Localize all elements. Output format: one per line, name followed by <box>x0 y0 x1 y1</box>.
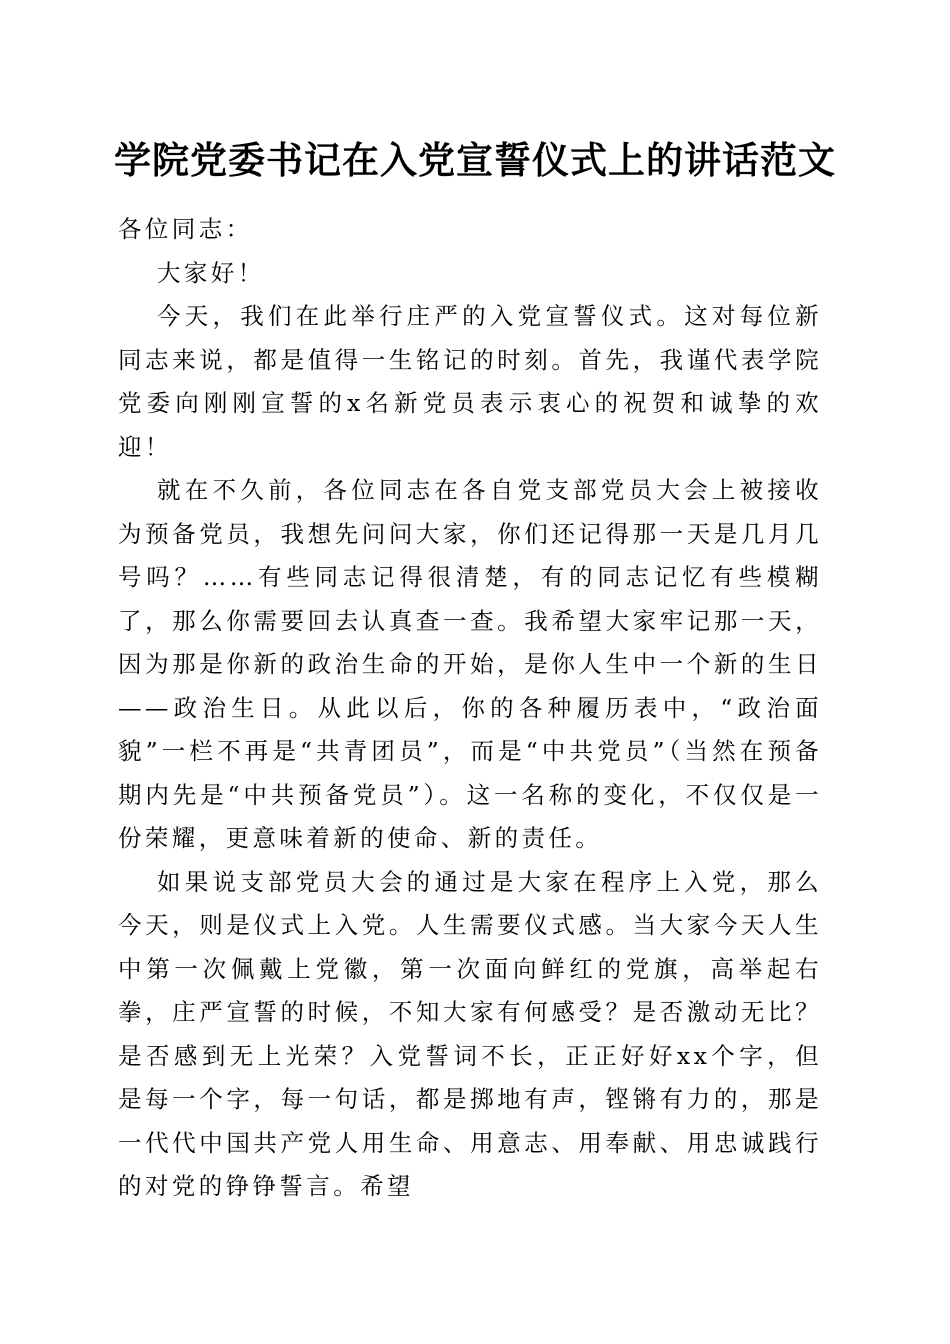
document-body <box>118 208 822 1209</box>
salutation: 各位同志： <box>118 215 253 243</box>
paragraph-ceremony: 如果说支部党员大会的通过是大家在程序上入党，那么今天，则是仪式上入党。人生需要仪式感。当大家今天人生中第一次佩戴上党徽，第一次面向鲜红的党旗，高举起右拳，庄严宣誓的时候，不知大家有何感受？是否激动无比？是否感到无上光荣？入党誓词不长，正正好好xx个字，但是每一个字，每一句话，都是掷地有声，铿锵有力的，那是一代代中国共产党人用生命、用意志、用奉献、用忠诚践行的对党的铮铮誓言。希望 <box>118 867 822 1200</box>
document-title: 学院党委书记在入党宣誓仪式上的讲话范文 <box>114 138 836 182</box>
paragraph-greeting: 大家好！ <box>157 258 265 287</box>
paragraph-political-birthday: 就在不久前，各位同志在各自党支部党员大会上被接收为预备党员，我想先问问大家，你们还记得那一天是几月几号吗？……有些同志记得很清楚，有的同志记忆有些模糊了，那么你需要回去认真查一查。我希望大家牢记那一天，因为那是你新的政治生命的开始，是你人生中一个新的生日——政治生日。从此以后，你的各种履历表中，“政治面貌”一栏不再是“共青团员”，而是“中共党员”（当然在预备期内先是“中共预备党员”）。这一名称的变化，不仅仅是一份荣耀，更意味着新的使命、新的责任。 <box>118 476 822 852</box>
paragraph-opening: 今天，我们在此举行庄严的入党宣誓仪式。这对每位新同志来说，都是值得一生铭记的时刻。首先，我谨代表学院党委向刚刚宣誓的x名新党员表示衷心的祝贺和诚挚的欢迎！ <box>118 302 822 461</box>
